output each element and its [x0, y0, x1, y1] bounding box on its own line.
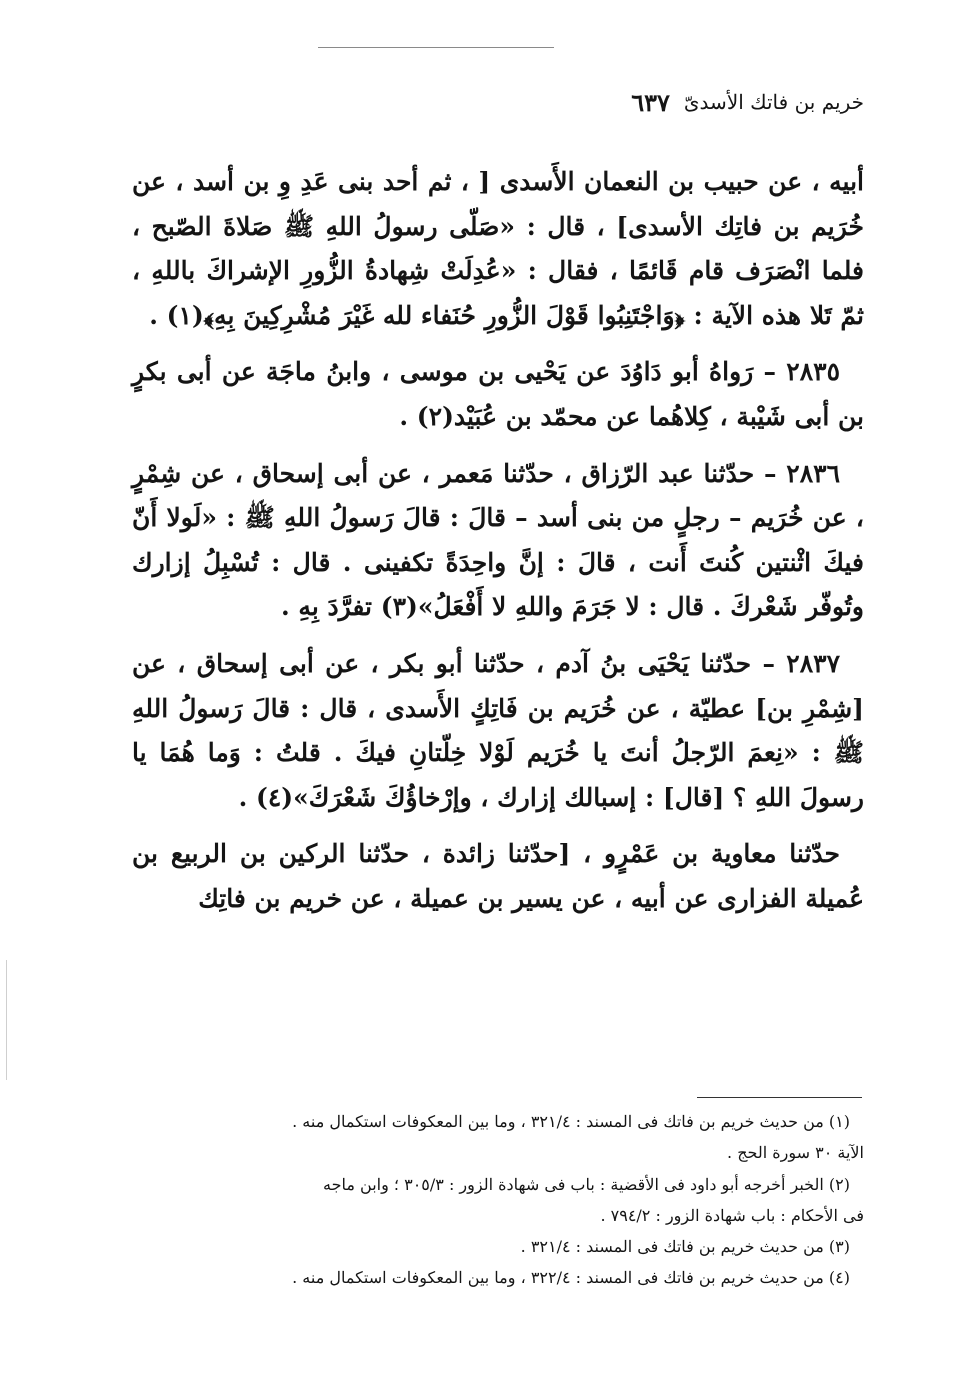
running-title: خريم بن فاتك الأسدىّ — [683, 90, 864, 114]
page-header — [150, 82, 864, 122]
footnote-4: (٤) من حديث خريم بن فاتك فى المسند : ٣٢٢/٤ ، وما بين المعكوفات استكمال منه . — [292, 1268, 850, 1288]
top-decorative-rule — [318, 47, 554, 48]
footnote-separator — [697, 1097, 862, 1098]
footnotes — [140, 1106, 864, 1294]
footnote-2-continued: فى الأحكام : باب شهادة الزور : ٧٩٤/٢ . — [600, 1205, 864, 1225]
paragraph-2837: ٢٨٣٧ – حدّثنا يَحْيَى بنُ آدم ، حدّثنا أبو بكر ، عن أبى إسحاق ، عن [شِمْرِ بن] عطيّة ، عن خُرَيم بن فَاتِكٍ الأَسدى ، قال : قالَ رَسولُ اللهِ ﷺ : «نِعمَ الرّجلُ أنتَ يا خُرَيم لَوْلا خِلّتانِ فيكَ . قلتُ : وَما هُمَا يا رسولَ اللهِ ؟ [قال] : إسبالك إزارك ، وإرْخاؤُكَ شَعْرَكَ»(٤) . — [132, 648, 864, 812]
footnote-2: (٢) الخبر أخرجه أبو داود فى الأقضية : باب فى شهادة الزور : ٣٠٥/٣ ؛ وابن ماجه — [323, 1174, 850, 1194]
paragraph-2836: ٢٨٣٦ – حدّثنا عبد الرّزاق ، حدّثنا مَعمر ، عن أبى إسحاق ، عن شِمْرٍ ، عن خُرَيم – رجلٍ من بنى أسد – قالَ : قالَ رَسولُ اللهِ ﷺ : «لَولا أَنّ فيكَ اثْنتين كُنتَ أَنت ، قالَ : إنَّ واحِدَةً تكفينى . قال : تُسْبِلُ إزارك وتُوفّر شَعْركَ . قال : لا جَرَمَ واللهِ لا أَفْعَلُ»(٣) تفرَّدَ بِهِ . — [132, 458, 864, 622]
paragraph-1: أبيه ، عن حبيب بن النعمان الأَسدى [ ، ثم أحد بنى عَدِ وِ بن أسد ، عن خُرَيم بن فاتِك الأسدى] ، قال : «صَلّى رسولُ اللهِ ﷺ صَلاةَ الصّبح ، فلما انْصَرَف قام قَائمًا ، فقال : «عُدِلَتْ شِهادةُ الزُّورِ الإشراكَ باللهِ ، ثمّ تَلا هذه الآية : ﴿وَاجْتَنِبُوا قَوْلَ الزُّورِ حُنَفاء لله غَيْرَ مُشْرِكِينَ بِهِ﴾(١) . — [132, 167, 864, 330]
paragraph-2835: ٢٨٣٥ – رَواهُ أبو دَاوُدَ عن يَحْيى بن موسى ، وابنُ ماجَة عن أبى بكرٍ بن أبى شَيْبة ، كِلاهُما عن محمّد بن عُبَيْد(٢) . — [132, 357, 864, 431]
paragraph-5: حدّثنا معاوية بن عَمْرٍو ، [حدّثنا زائدة ، حدّثنا الركين بن الربيع بن عُميلة الفزارى عن أبيه ، عن يسير بن عميلة ، عن خريم بن فاتِك — [132, 839, 864, 913]
page-number: ٦٣٧ — [631, 87, 670, 117]
footnote-1-continued: الآية ٣٠ سورة الحج . — [727, 1143, 864, 1163]
footnote-3: (٣) من حديث خريم بن فاتك فى المسند : ٣٢١/٤ . — [520, 1237, 850, 1257]
footnote-1: (١) من حديث خريم بن فاتك فى المسند : ٣٢١/٤ ، وما بين المعكوفات استكمال منه . — [292, 1112, 850, 1131]
main-text — [132, 160, 864, 934]
scan-edge-mark — [6, 960, 7, 1080]
